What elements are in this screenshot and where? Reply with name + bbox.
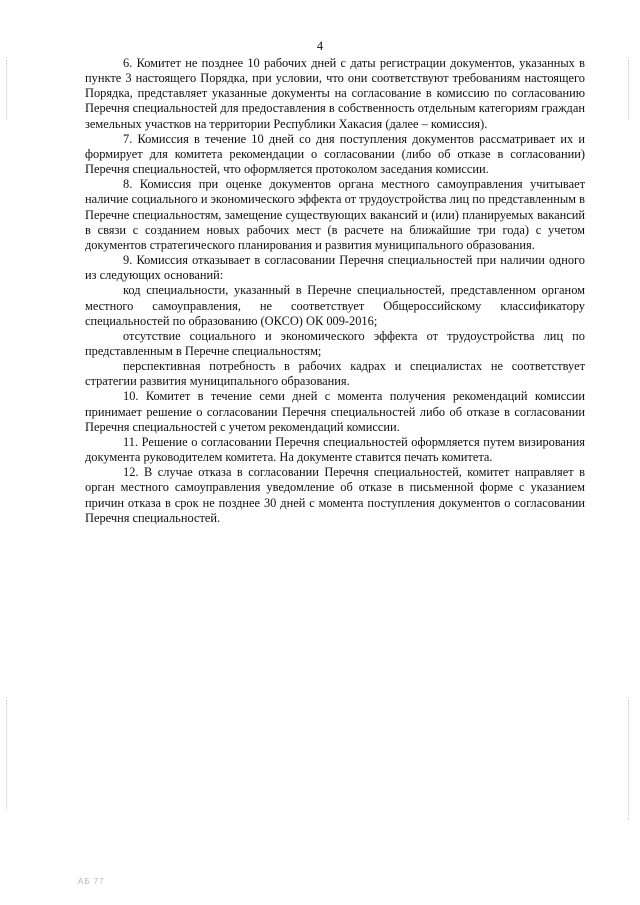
paragraph-10: 10. Комитет в течение семи дней с момента получения рекомендаций комиссии принимает решение о согласовании Перечня специальностей либо об отказе в согласовании Перечня специальностей с учетом рекомендаций комиссии. [85, 389, 585, 434]
paragraph-11: 11. Решение о согласовании Перечня специальностей оформляется путем визирования документа руководителем комитета. На документе ставится печать комитета. [85, 434, 585, 465]
scan-edge-mark [628, 60, 631, 120]
footer-mark: АБ 77 [78, 877, 105, 886]
page-number: 4 [316, 39, 324, 53]
paragraph-7: 7. Комиссия в течение 10 дней со дня поступления документов рассматривает их и формирует для комитета рекомендации о согласовании (либо об отказе в согласовании) Перечня специальностей, что оформляется протоколом заседания комиссии. [85, 131, 585, 177]
refusal-ground-3: перспективная потребность в рабочих кадрах и специалистах не соответствует стратегии развития муниципального образования. [85, 359, 585, 389]
paragraph-6: 6. Комитет не позднее 10 рабочих дней с даты регистрации документов, указанных в пункте 3 настоящего Порядка, при условии, что они соответствуют требованиям настоящего Порядка, представляет указанные документы на согласование в комиссию по согласованию Перечня специальностей для предоставления в собственность отдельным категориям граждан земельных участков на территории Республики Хакасия (далее – комиссия). [85, 56, 585, 131]
scan-edge-mark [6, 60, 9, 120]
scan-edge-mark [628, 700, 631, 820]
refusal-ground-2: отсутствие социального и экономического эффекта от трудоустройства лиц по представленным в Перечне специальностям; [85, 328, 585, 358]
document-body [85, 56, 585, 526]
refusal-ground-1: код специальности, указанный в Перечне специальностей, представленном органом местного самоуправления, не соответствует Общероссийскому классификатору специальностей по образованию (ОКСО) ОК 009-2016; [85, 283, 585, 328]
scan-edge-mark [6, 700, 9, 810]
paragraph-8: 8. Комиссия при оценке документов органа местного самоуправления учитывает наличие социального и экономического эффекта от трудоустройства лиц по представленным в Перечне специальностям, замещение существующих вакансий и (или) планируемых вакансий в связи с созданием новых рабочих мест (в расчете на ближайшие три года) с учетом документов стратегического планирования и развития муниципального образования. [85, 177, 585, 252]
paragraph-9: 9. Комиссия отказывает в согласовании Перечня специальностей при наличии одного из следующих оснований: [85, 253, 585, 283]
paragraph-12: 12. В случае отказа в согласовании Перечня специальностей, комитет направляет в орган местного самоуправления уведомление об отказе в письменной форме с указанием причин отказа в срок не позднее 30 дней с момента поступления документов о согласовании Перечня специальностей. [85, 465, 585, 525]
